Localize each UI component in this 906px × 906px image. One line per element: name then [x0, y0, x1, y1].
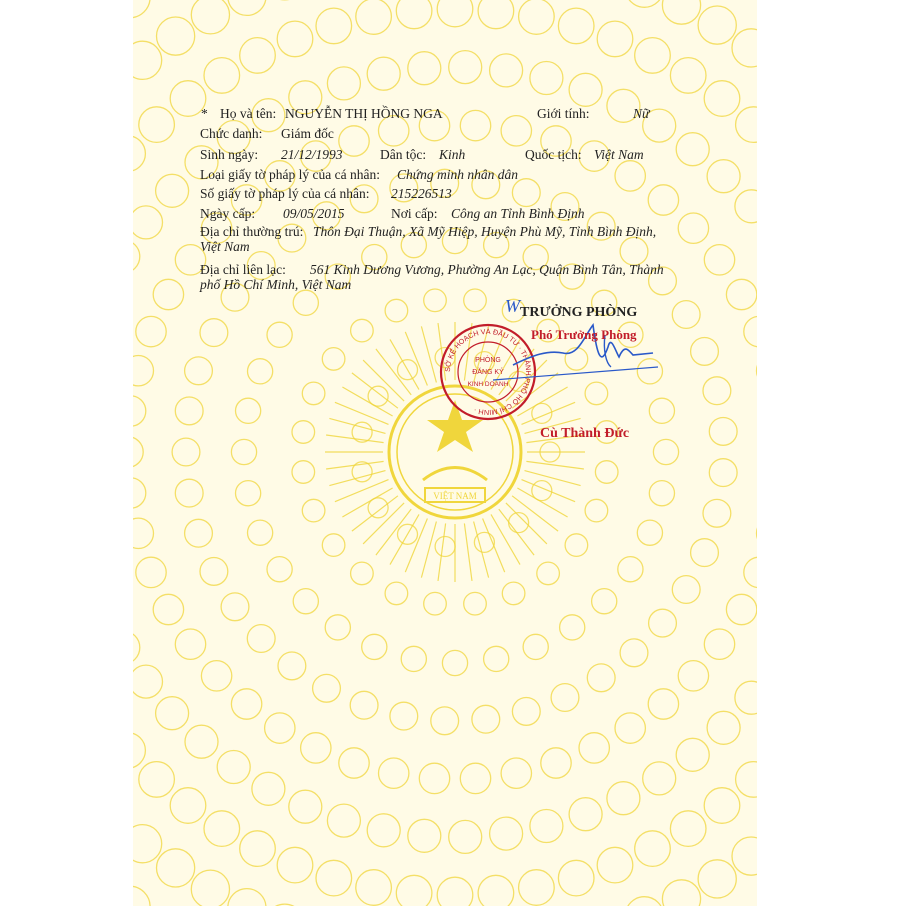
title-value: Giám đốc: [281, 126, 334, 141]
name-label: Họ và tên:: [220, 106, 277, 121]
name-value: NGUYỄN THỊ HỒNG NGA: [285, 106, 443, 121]
issue-place-label: Nơi cấp:: [391, 206, 438, 221]
gender-value: Nữ: [633, 106, 650, 121]
id-type-label: Loại giấy tờ pháp lý của cá nhân:: [200, 167, 380, 182]
id-type-value: Chứng minh nhân dân: [397, 167, 518, 182]
issue-date-label: Ngày cấp:: [200, 206, 256, 221]
signature-initials: W: [505, 296, 520, 316]
id-number-value: 215226513: [391, 186, 452, 201]
dob-value: 21/12/1993: [281, 147, 343, 162]
issue-place-value: Công an Tỉnh Bình Định: [451, 206, 585, 221]
permanent-address-line1: Thôn Đại Thuận, Xã Mỹ Hiệp, Huyện Phù Mỹ, Tỉnh Bình Định,: [313, 224, 657, 239]
position-title: TRƯỞNG PHÒNG: [520, 305, 638, 320]
title-label: Chức danh:: [200, 126, 263, 141]
dob-label: Sinh ngày:: [200, 147, 259, 162]
document-page: [133, 0, 757, 906]
bullet-marker: *: [201, 106, 208, 121]
contact-address-label: Địa chỉ liên lạc:: [200, 262, 286, 277]
permanent-address-label: Địa chỉ thường trú:: [200, 224, 304, 239]
contact-address-line1: 561 Kinh Dương Vương, Phường An Lạc, Quận Bình Tân, Thành: [310, 262, 664, 277]
nationality-value: Việt Nam: [594, 147, 644, 162]
seal-center-line1: PHÒNG: [475, 357, 501, 364]
nationality-label: Quốc tịch:: [525, 147, 582, 162]
contact-address-line2: phố Hồ Chí Minh, Việt Nam: [200, 277, 352, 292]
seal-center-line2: ĐĂNG KÝ: [472, 369, 504, 376]
ethnicity-label: Dân tộc:: [380, 147, 427, 162]
gender-label: Giới tính:: [537, 106, 590, 121]
deputy-title: Phó Trưởng Phòng: [531, 327, 637, 342]
id-number-label: Số giấy tờ pháp lý của cá nhân:: [200, 186, 370, 201]
signer-name: Cù Thành Đức: [540, 426, 630, 441]
ethnicity-value: Kinh: [439, 147, 466, 162]
permanent-address-line2: Việt Nam: [200, 239, 250, 254]
seal-center-line3: KINH DOANH: [467, 381, 509, 388]
seal-ring-text: SỞ KẾ HOẠCH VÀ ĐẦU TƯ · THÀNH PHỐ HỒ CHÍ MINH ·: [442, 326, 534, 418]
emblem-banner: VIỆT NAM: [433, 491, 477, 501]
issue-date-value: 09/05/2015: [283, 206, 345, 221]
